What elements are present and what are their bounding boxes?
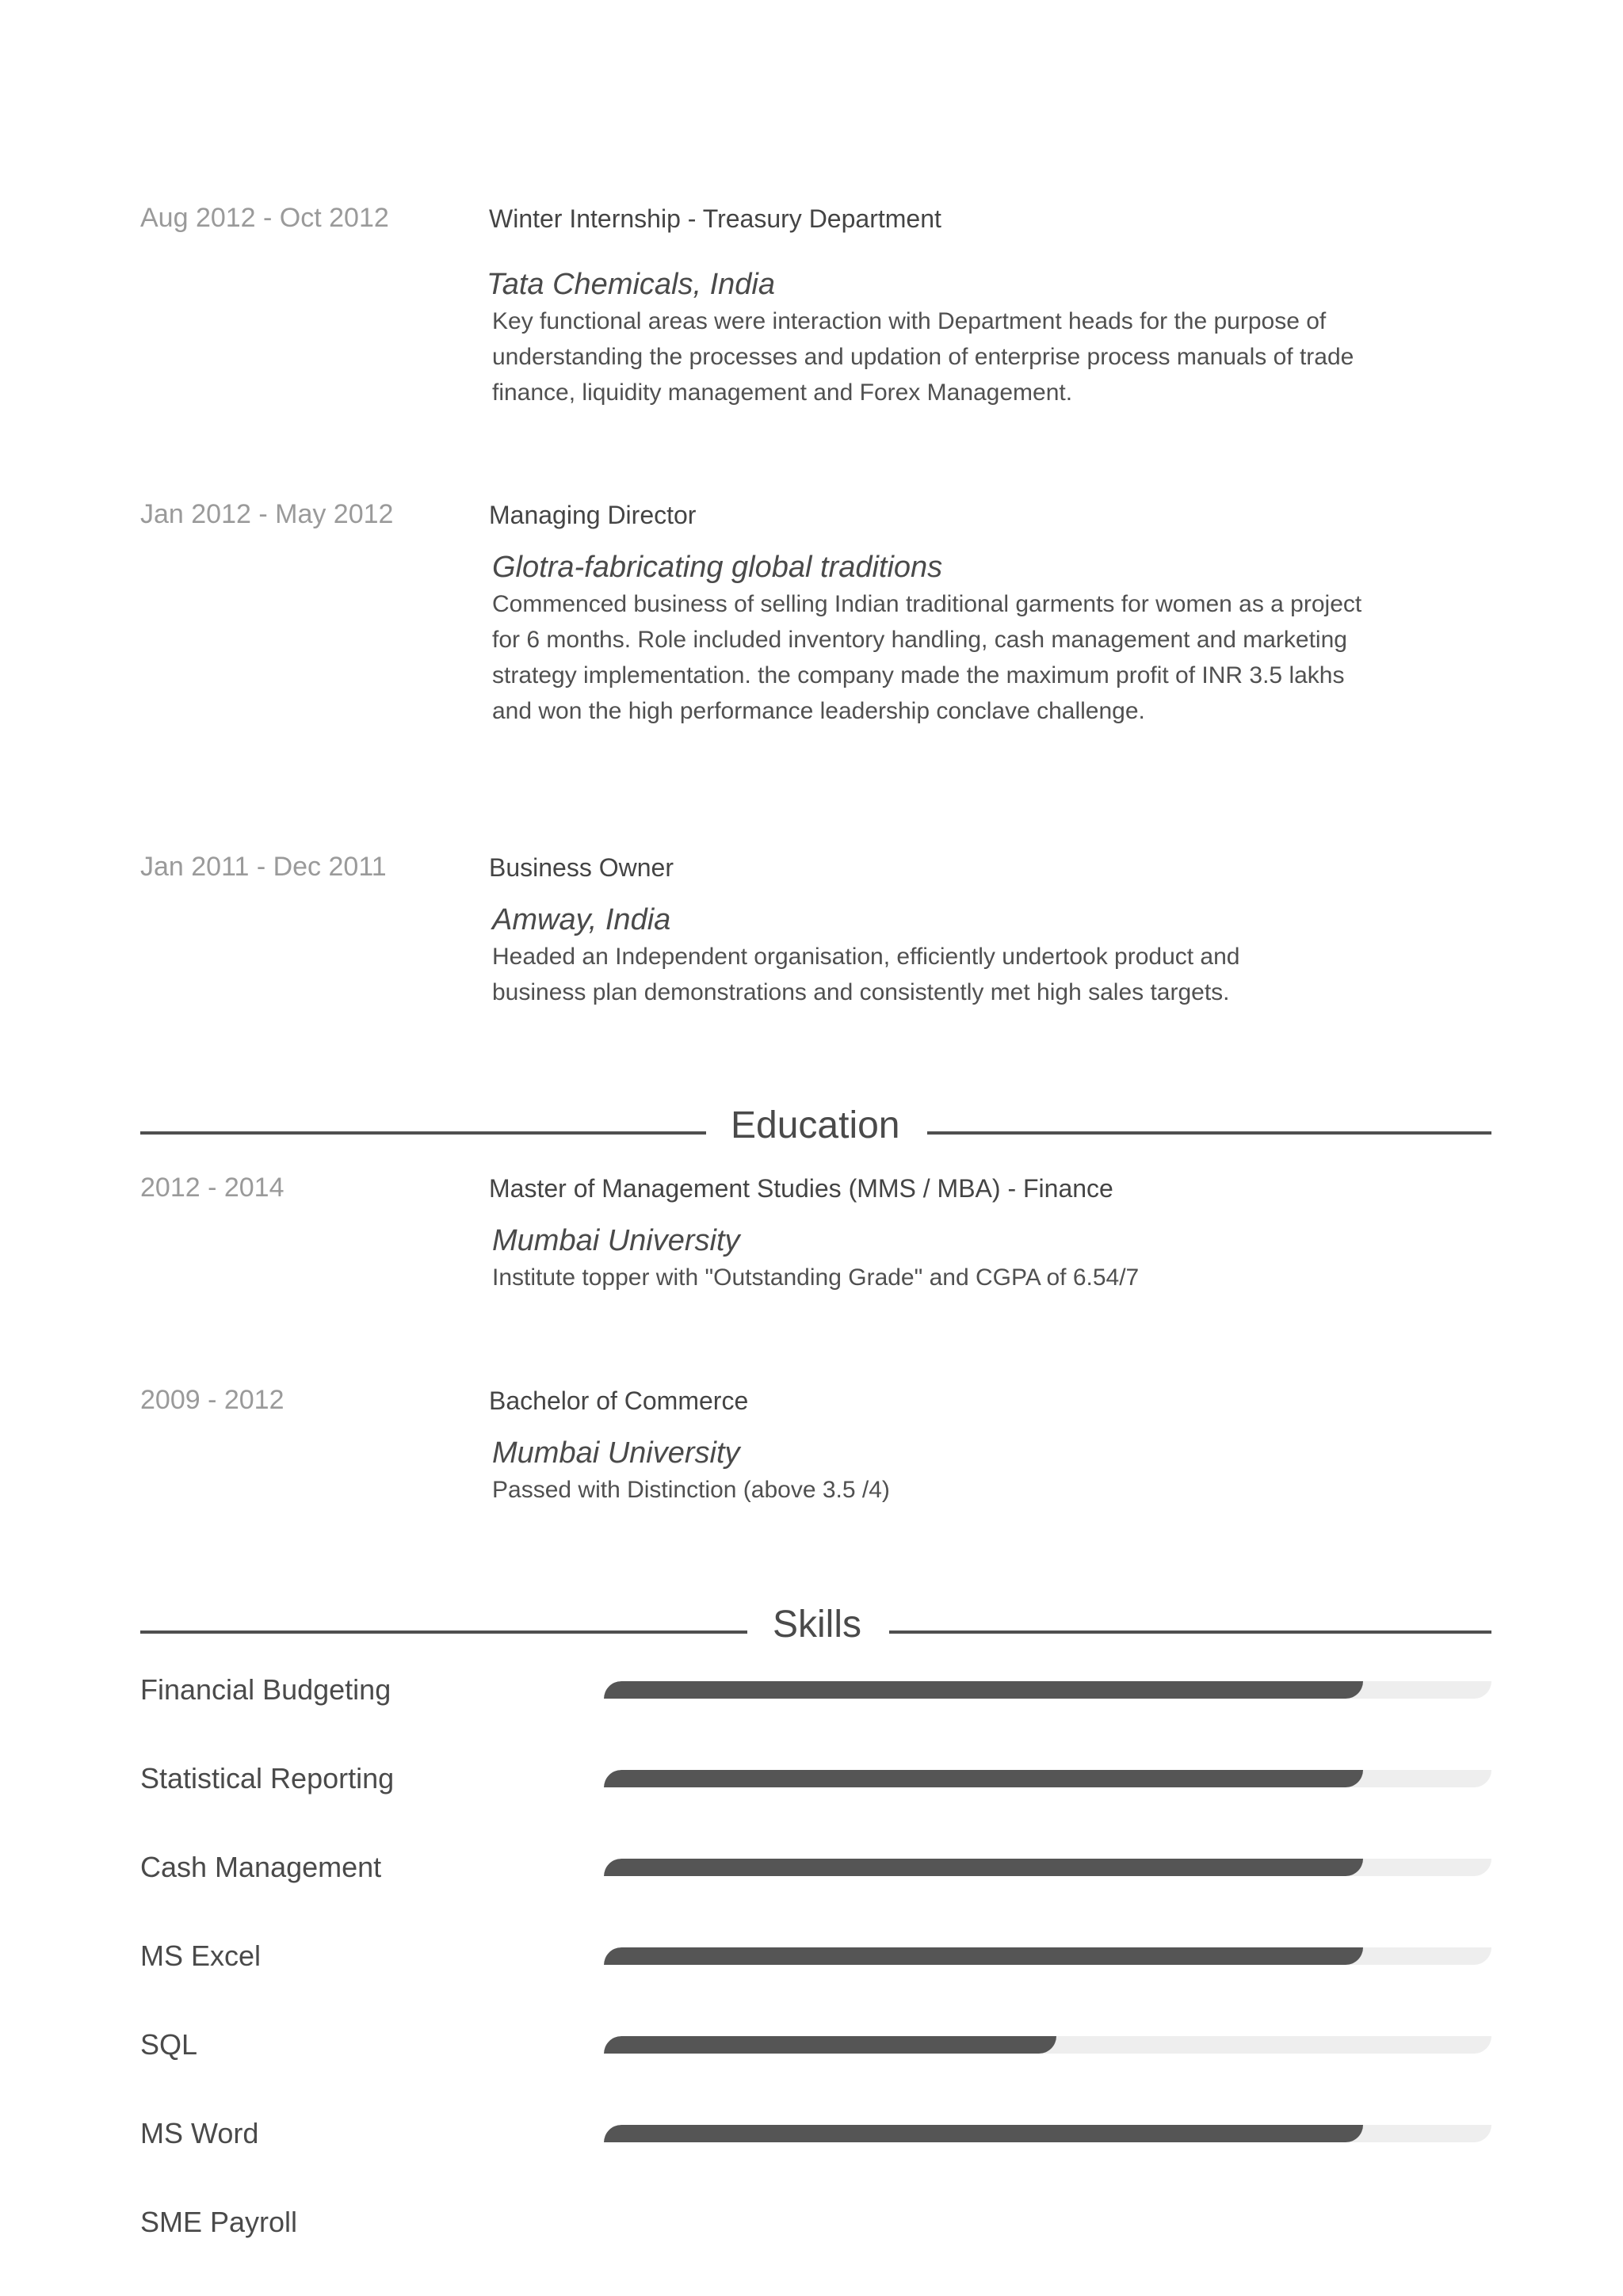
education-date: 2012 - 2014	[140, 1173, 285, 1203]
skill-bar-fill	[604, 1947, 1363, 1965]
experience-role: Winter Internship - Treasury Department	[489, 204, 941, 233]
experience-role: Managing Director	[489, 501, 697, 529]
skill-bar-track	[604, 2125, 1491, 2142]
skill-name: Cash Management	[140, 1851, 382, 1883]
experience-description	[492, 586, 1419, 729]
skill-name: SME Payroll	[140, 2206, 298, 2238]
description-line: Key functional areas were interaction with Department heads for the purpose of	[492, 308, 1327, 334]
section-title-education: Education	[731, 1104, 900, 1146]
description-line: for 6 months. Role included inventory handling, cash management and marketing	[492, 627, 1347, 653]
section-divider-right	[927, 1131, 1491, 1135]
education-degree: Master of Management Studies (MMS / MBA) - Finance	[489, 1174, 1113, 1203]
description-line: Headed an Independent organisation, efficiently undertook product and	[492, 944, 1240, 970]
section-title-skills: Skills	[773, 1604, 862, 1646]
description-line: strategy implementation. the company made the maximum profit of INR 3.5 lakhs	[492, 662, 1345, 688]
experience-description	[492, 939, 1419, 1010]
education-school: Mumbai University	[492, 1436, 740, 1470]
description-line: understanding the processes and updation of enterprise process manuals of trade	[492, 344, 1354, 370]
skill-bar-fill	[604, 1770, 1363, 1787]
skill-bar-track	[604, 1681, 1491, 1699]
section-divider-left	[140, 1131, 706, 1135]
section-divider-right	[889, 1630, 1491, 1634]
skill-name: Financial Budgeting	[140, 1673, 391, 1706]
skill-name: MS Word	[140, 2117, 259, 2149]
skill-bar-track	[604, 1947, 1491, 1965]
education-note: Institute topper with "Outstanding Grade" and CGPA of 6.54/7	[492, 1264, 1140, 1291]
skill-bar-track	[604, 2036, 1491, 2054]
skill-bar-fill	[604, 2036, 1056, 2054]
experience-role: Business Owner	[489, 853, 674, 882]
description-line: business plan demonstrations and consistently met high sales targets.	[492, 979, 1230, 1005]
experience-date: Jan 2011 - Dec 2011	[140, 852, 387, 882]
skill-name: MS Excel	[140, 1939, 262, 1972]
education-date: 2009 - 2012	[140, 1385, 285, 1415]
skill-bar-fill	[604, 1859, 1363, 1876]
skill-name: Statistical Reporting	[140, 1762, 395, 1794]
experience-description	[492, 303, 1419, 410]
experience-organization: Tata Chemicals, India	[487, 268, 776, 301]
education-school: Mumbai University	[492, 1224, 740, 1257]
skill-bar-fill	[604, 1681, 1363, 1699]
description-line: and won the high performance leadership conclave challenge.	[492, 698, 1145, 724]
description-line: finance, liquidity management and Forex Management.	[492, 379, 1073, 406]
skill-bar-track	[604, 1770, 1491, 1787]
experience-date: Jan 2012 - May 2012	[140, 499, 394, 529]
section-divider-left	[140, 1630, 747, 1634]
skill-bar-track	[604, 1859, 1491, 1876]
skill-name: SQL	[140, 2028, 198, 2061]
education-degree: Bachelor of Commerce	[489, 1386, 749, 1415]
description-line: Commenced business of selling Indian traditional garments for women as a project	[492, 591, 1362, 617]
experience-date: Aug 2012 - Oct 2012	[140, 203, 389, 233]
experience-organization: Glotra-fabricating global traditions	[492, 551, 943, 584]
education-note: Passed with Distinction (above 3.5 /4)	[492, 1477, 890, 1503]
experience-organization: Amway, India	[492, 903, 671, 936]
skill-bar-fill	[604, 2125, 1363, 2142]
